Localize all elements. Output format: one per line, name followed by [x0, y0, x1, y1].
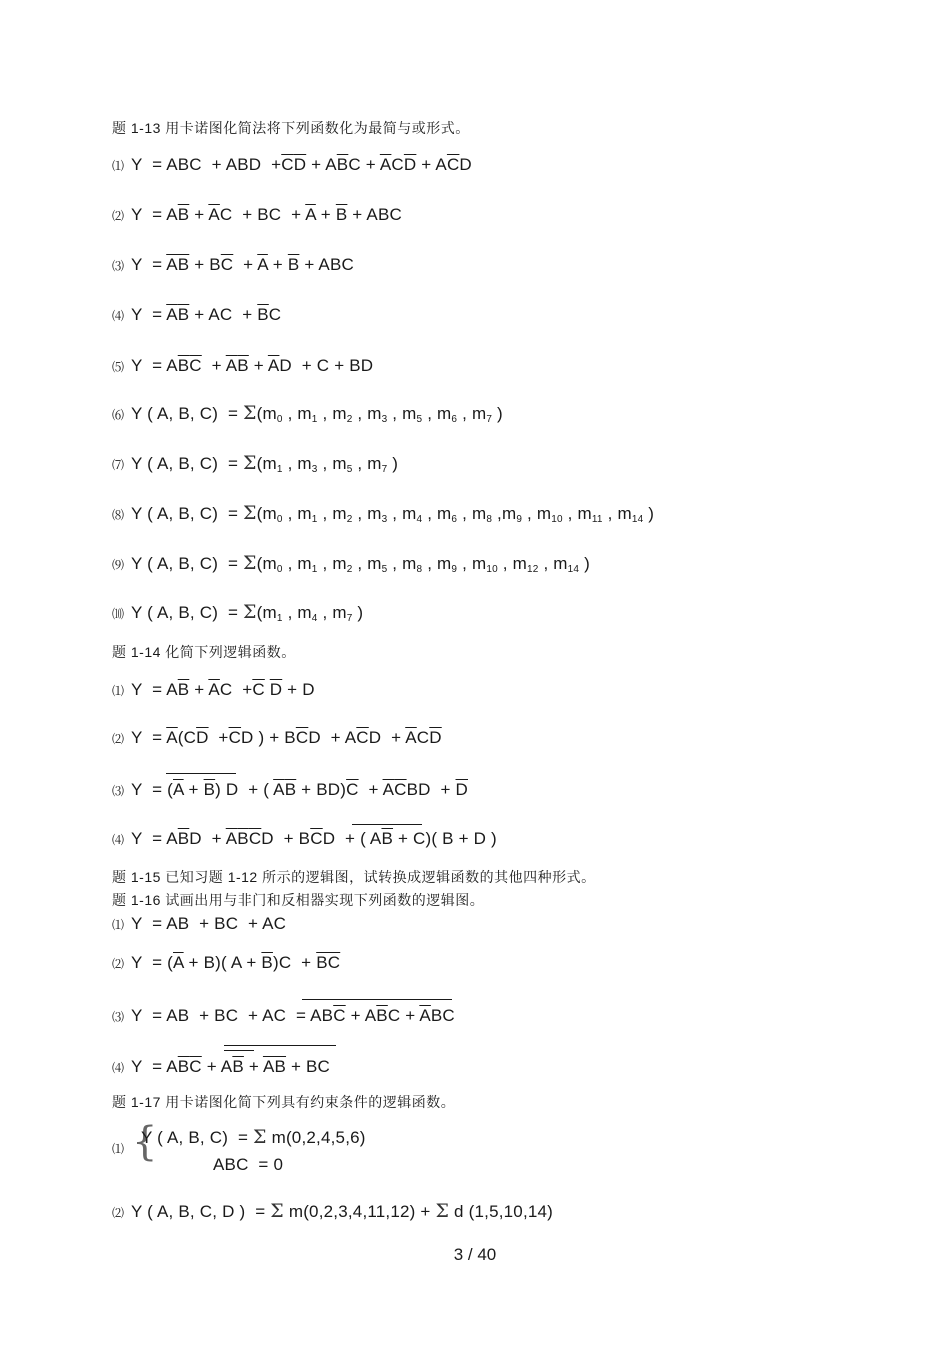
formula-1-13-9: ⑼ Y ( A, B, $C) = \Sigma(m_0$ , $m_1$ , $m_2$ , $m_5$ , $m_8$ , $m_9$ , $m_{10}$ , $m_{12}$ , $m_{14}$ ) — [112, 552, 590, 575]
heading-1-15: 题 1-15 已知习题 1-12 所示的逻辑图，试转换成逻辑函数的其他四种形式。 — [112, 869, 596, 885]
formula-1-14-4: ⑷ $Y = A\overline{B}D + \overline{A}\overline{B}\overline{C}D + B\overline{C}D$ + ( $A\overline{B} + C$)( B + D ) — [112, 829, 497, 848]
item-number: ⑷ — [112, 309, 125, 323]
formula-1-13-4: ⑷ $Y = \overline{A}\overline{B}$ + AC + $\overline{B}C$ — [112, 305, 282, 324]
formula-1-14-1: ⑴ $Y = A\overline{B} + \overline{A}C +\overline{C}$ $\overline{D} + D$ — [112, 680, 315, 699]
formula-1-16-3: ⑶ Y = AB + BC + AC = $AB\overline{C} + A\overline{B}C + \overline{A}BC$ — [112, 1006, 455, 1025]
heading-1-13: 题 1-13 用卡诺图化简法将下列函数化为最简与或形式。 — [112, 120, 470, 136]
item-number: ⑵ — [112, 957, 125, 971]
item-number: ⑵ — [112, 209, 125, 223]
item-number: ⑴ — [112, 918, 125, 932]
formula-1-17-1-label — [112, 1138, 131, 1158]
formula-1-13-10: ⑽ Y ( A, B, $C) = \Sigma(m_1$ , $m_4$ , $m_7$ ) — [112, 601, 364, 624]
formula-1-13-2: ⑵ $Y = A\overline{B} + \overline{A}C$ + BC + $\overline{A} + \overline{B}$ + ABC — [112, 205, 402, 224]
item-number: ⑵ — [112, 1206, 125, 1220]
formula-1-13-5: ⑸ $Y = A\overline{B}\overline{C} + \overline{A}\overline{B} + \overline{A}D + C$ + BD — [112, 356, 374, 375]
item-number: ⑸ — [112, 360, 125, 374]
formula-1-17-2: ⑵ Y ( A, B, C, D ) = Σ m(0,2,3,4,11,12) + Σ d (1,5,10,14) — [112, 1200, 554, 1222]
overbar — [166, 773, 236, 774]
item-number: ⑶ — [112, 1010, 125, 1024]
overbar — [224, 1045, 336, 1046]
page-number: 3 / 40 — [453, 1245, 497, 1264]
formula-1-14-3: ⑶ $Y = (\overline{A} + \overline{B}) D$ + ( $\overline{A}\overline{B} + BD)\overline{C} + \overline{A}\overline{C}BD + \overline{D}$ — [112, 780, 468, 799]
formula-1-17-1: Y ( A, B, C) = Σ m(0,2,4,5,6) — [141, 1126, 366, 1148]
item-number: ⑶ — [112, 259, 125, 273]
item-number: ⑻ — [112, 508, 125, 522]
overbar — [352, 824, 422, 825]
formula-1-13-7: ⑺ Y ( A, B, $C) = \Sigma(m_1$ , $m_3$ , $m_5$ , $m_7$ ) — [112, 452, 399, 475]
item-number: ⑵ — [112, 732, 125, 746]
item-number: ⑴ — [112, 1142, 125, 1156]
formula-1-13-1: ⑴ Y = ABC + ABD $+\overline{C}\overline{D} + A\overline{B}C + \overline{A}C\overline{D} + A\overline{C}D$ — [112, 155, 472, 174]
formula-1-16-4: ⑷ $Y = A\overline{B}\overline{C} + A\overline{B} + \overline{A}\overline{B}$ + BC — [112, 1057, 331, 1076]
left-brace: { — [132, 1119, 158, 1165]
item-number: ⑷ — [112, 1061, 125, 1075]
constraint-1-17-1: ABC = 0 — [213, 1155, 284, 1174]
heading-1-14: 题 1-14 化简下列逻辑函数。 — [112, 644, 296, 660]
item-number: ⑷ — [112, 833, 125, 847]
item-number: ⑹ — [112, 408, 125, 422]
item-number: ⑼ — [112, 558, 125, 572]
formula-1-16-2: ⑵ $Y = (\overline{A} + B)$( $A + \overline{B})C + \overline{BC}$ — [112, 953, 341, 972]
formula-1-16-1: ⑴ Y = AB + BC + AC — [112, 914, 287, 933]
item-number: ⑽ — [112, 607, 125, 621]
heading-1-16: 题 1-16 试画出用与非门和反相器实现下列函数的逻辑图。 — [112, 892, 485, 908]
formula-1-13-6: ⑹ Y ( A, B, $C) = \Sigma(m_0$ , $m_1$ , $m_2$ , $m_3$ , $m_5$ , $m_6$ , $m_7$ ) — [112, 402, 503, 425]
formula-1-14-2: ⑵ $Y = \overline{A}(C\overline{D} +\overline{C}D$ ) + $B\overline{C}D + A\overline{C}D + \overline{A}C\overline{D}$ — [112, 728, 442, 747]
formula-1-13-8: ⑻ Y ( A, B, $C) = \Sigma(m_0$ , $m_1$ , $m_2$ , $m_3$ , $m_4$ , $m_6$ , $m_8$ $,m_9$ , $m_{10}$ , $m_{11}$ , $m_{14}$ ) — [112, 502, 655, 525]
item-number: ⑴ — [112, 684, 125, 698]
overbar — [224, 1050, 254, 1051]
heading-1-17: 题 1-17 用卡诺图化简下列具有约束条件的逻辑函数。 — [112, 1094, 456, 1110]
overbar — [302, 999, 452, 1000]
item-number: ⑶ — [112, 784, 125, 798]
formula-1-13-3: ⑶ $Y = \overline{AB} + B\overline{C} + \overline{A} + \overline{B}$ + ABC — [112, 255, 354, 274]
item-number: ⑴ — [112, 159, 125, 173]
item-number: ⑺ — [112, 458, 125, 472]
